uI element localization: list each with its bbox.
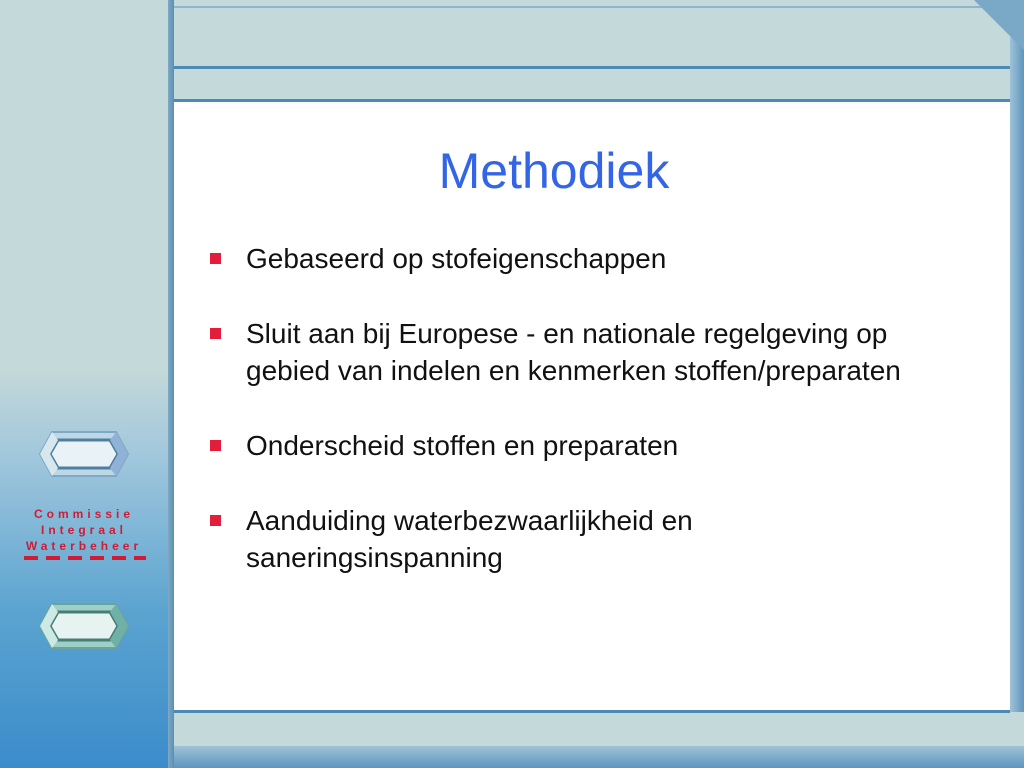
bullet-item <box>210 427 930 464</box>
bullet-square-icon <box>210 328 221 339</box>
bullet-text: Gebaseerd op stofeigenschappen <box>246 243 667 274</box>
bullet-text: Aanduiding waterbezwaarlijkheid en saneringsinspanning <box>246 505 693 573</box>
content-area <box>174 102 1010 710</box>
bottom-rule <box>174 710 1010 713</box>
bullet-text: Sluit aan bij Europese - en nationale regelgeving op gebied van indelen en kenmerken stoffen/preparaten <box>246 318 901 386</box>
top-rule <box>174 66 1010 69</box>
slide-title: Methodiek <box>438 143 670 199</box>
bullet-square-icon <box>210 440 221 451</box>
logo-dashes <box>24 556 146 560</box>
logo-line: Commissie <box>33 507 135 521</box>
corner-decoration <box>974 0 1024 50</box>
logo-line: Waterbeheer <box>25 539 143 553</box>
right-border <box>1010 0 1024 768</box>
bullet-item <box>210 315 930 389</box>
bullet-square-icon <box>210 515 221 526</box>
gem-icon <box>38 430 130 478</box>
bullet-text: Onderscheid stoffen en preparaten <box>246 430 679 461</box>
bullet-item <box>210 240 930 277</box>
logo-line: Integraal <box>40 523 127 537</box>
left-panel <box>0 0 170 768</box>
logo-text <box>14 506 154 554</box>
top-band <box>174 0 1024 102</box>
bullet-list <box>210 240 930 614</box>
gem-icon <box>38 602 130 650</box>
top-rule <box>174 6 986 8</box>
bullet-square-icon <box>210 253 221 264</box>
bottom-border <box>174 746 1024 768</box>
bullet-item <box>210 502 930 576</box>
